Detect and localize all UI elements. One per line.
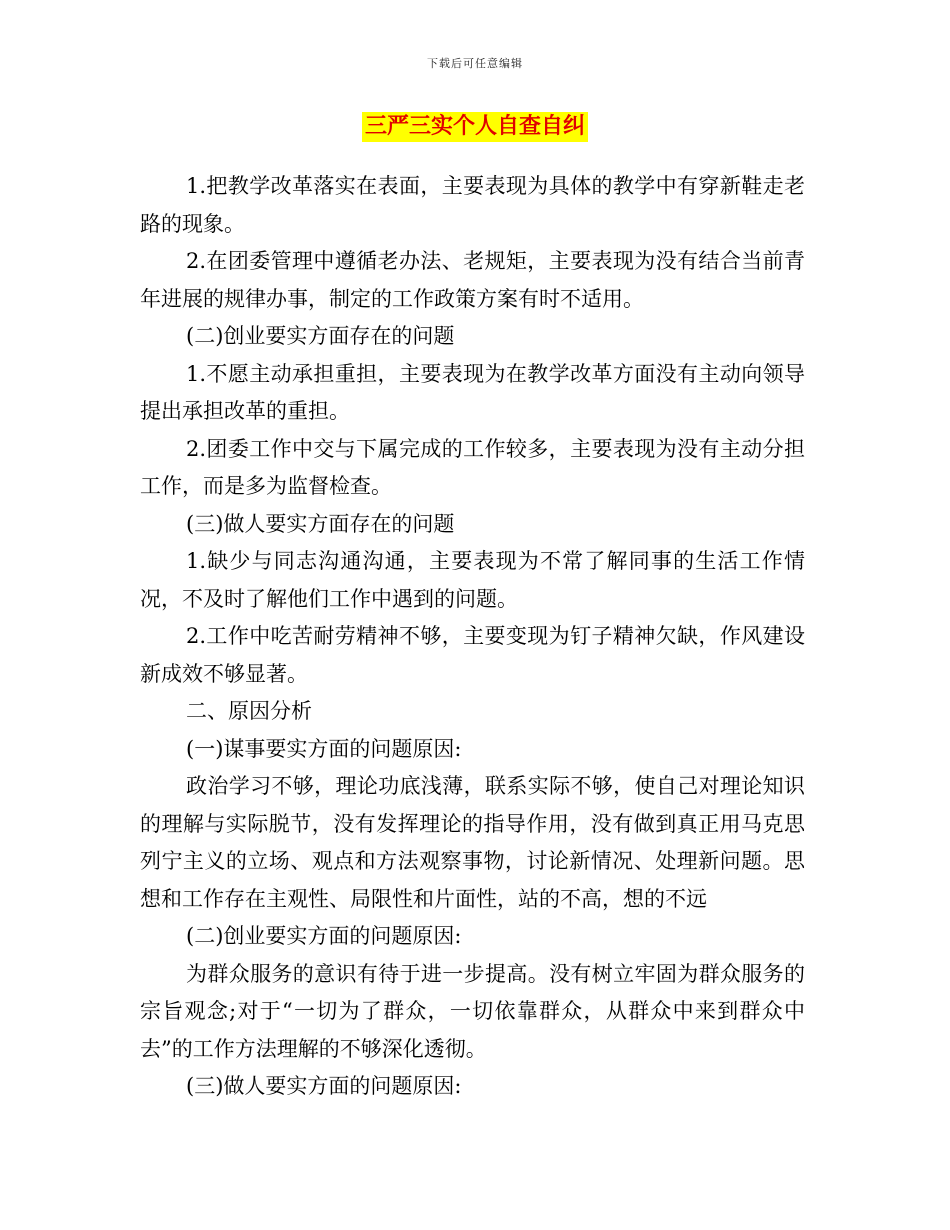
section-heading: 二、原因分析 [186, 699, 312, 723]
section-heading: (二)创业要实方面的问题原因: [186, 924, 462, 948]
paragraph: 2.在团委管理中遵循老办法、老规矩，主要表现为没有结合当前青年进展的规律办事，制定的工作政策方案有时不适用。 [140, 249, 805, 311]
document-title: 三严三实个人自查自纠 [362, 112, 588, 142]
paragraph: 1.把教学改革落实在表面，主要表现为具体的教学中有穿新鞋走老路的现象。 [140, 174, 805, 236]
header-note: 下载后可任意编辑 [427, 57, 523, 70]
paragraph: 1.缺少与同志沟通沟通，主要表现为不常了解同事的生活工作情况，不及时了解他们工作中遇到的问题。 [140, 549, 805, 611]
section-heading: (三)做人要实方面的问题原因: [186, 1074, 462, 1098]
paragraph: 2.工作中吃苦耐劳精神不够，主要变现为钉子精神欠缺，作风建设新成效不够显著。 [140, 624, 805, 686]
section-heading: (一)谋事要实方面的问题原因: [186, 736, 462, 761]
title-container [0, 112, 950, 142]
section-heading: (三)做人要实方面存在的问题 [186, 511, 455, 536]
paragraph: 为群众服务的意识有待于进一步提高。没有树立牢固为群众服务的宗旨观念;对于“一切为了群众，一切依靠群众，从群众中来到群众中去”的工作方法理解的不够深化透彻。 [140, 961, 805, 1061]
section-heading: (二)创业要实方面存在的问题 [186, 324, 455, 348]
paragraph: 1.不愿主动承担重担，主要表现为在教学改革方面没有主动向领导提出承担改革的重担。 [140, 361, 805, 423]
paragraph: 2.团委工作中交与下属完成的工作较多，主要表现为没有主动分担工作，而是多为监督检查。 [140, 436, 805, 498]
document-body [140, 168, 805, 1106]
paragraph: 政治学习不够，理论功底浅薄，联系实际不够，使自己对理论知识的理解与实际脱节，没有发挥理论的指导作用，没有做到真正用马克思列宁主义的立场、观点和方法观察事物，讨论新情况、处理新问题。思想和工作存在主观性、局限性和片面性，站的不高，想的不远 [140, 774, 805, 911]
